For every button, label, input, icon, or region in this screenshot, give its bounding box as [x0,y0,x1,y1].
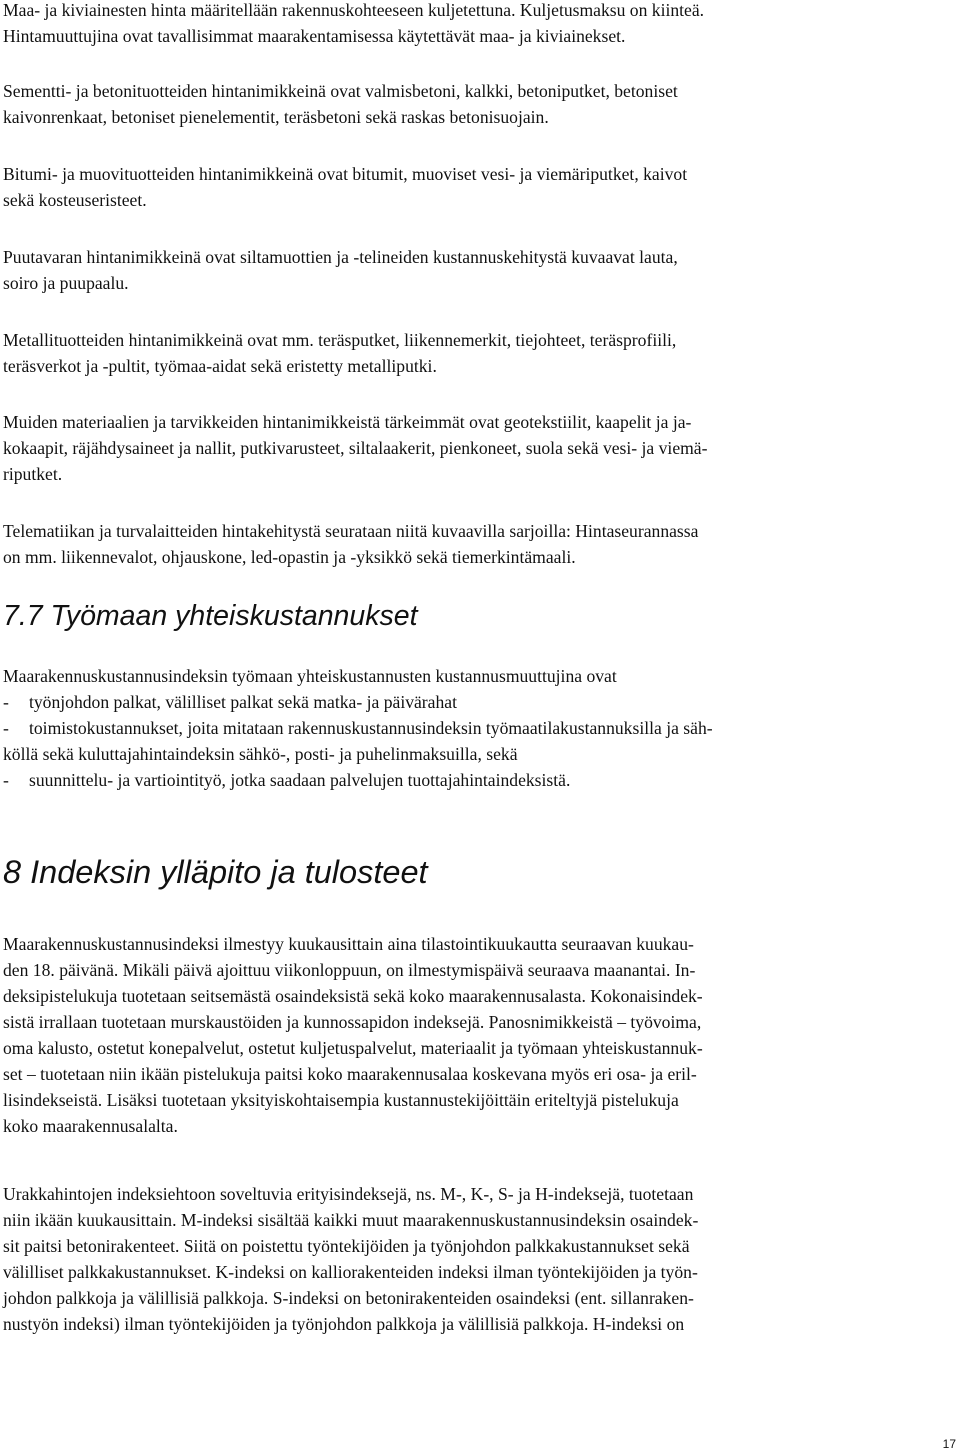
list-dash: - [3,718,9,738]
text-line: niin ikään kuukausittain. M-indeksi sisältää kaikki muut maarakennuskustannusindeksin osaindek- [3,1210,699,1230]
paragraph-muut-materiaalit [3,409,707,487]
text-line: on mm. liikennevalot, ohjauskone, led-opastin ja -yksikkö sekä tiemerkintämaali. [3,547,576,567]
section-heading-8: 8 Indeksin ylläpito ja tulosteet [3,854,428,890]
text-line: Maarakennuskustannusindeksi ilmestyy kuukausittain aina tilastointikuukautta seuraavan kuukau- [3,934,694,954]
text-line: lisindekseistä. Lisäksi tuotetaan yksityiskohtaisempia kustannustekijöittäin eriteltyjä pistelukuja [3,1090,679,1110]
paragraph-sementti-betoni [3,78,678,130]
text-line: deksipistelukuja tuotetaan seitsemästä osaindeksistä sekä koko maarakennusalasta. Kokonaisindek- [3,986,703,1006]
text-line: kaivonrenkaat, betoniset pienelementit, teräsbetoni sekä raskas betonisuojain. [3,107,549,127]
list-item [3,689,713,715]
list-dash: - [3,770,9,790]
list-item [3,715,713,767]
text-line: nustyön indeksi) ilman työntekijöiden ja työnjohdon palkkoja ja välillisiä palkkoja. H-indeksi on [3,1314,685,1334]
section-heading-7-7: 7.7 Työmaan yhteiskustannukset [3,600,418,632]
text-line: sistä irrallaan tuotetaan murskaustöiden ja kunnossapidon indeksejä. Panosnimikkeistä – työvoima, [3,1012,702,1032]
list-item-text: toimistokustannukset, joita mitataan rakennuskustannusindeksin työmaatilakustannuksilla ja säh- [29,718,713,738]
paragraph-urakkahinnat [3,1181,698,1337]
text-line: Muiden materiaalien ja tarvikkeiden hintanimikkeistä tärkeimmät ovat geotekstiilit, kaapelit ja ja- [3,412,692,432]
list-intro: Maarakennuskustannusindeksin työmaan yhteiskustannusten kustannusmuuttujina ovat [3,666,617,686]
text-line: Puutavaran hintanimikkeinä ovat siltamuottien ja -telineiden kustannuskehitystä kuvaavat lauta, [3,247,678,267]
text-line: sit paitsi betonirakenteet. Siitä on poistettu työntekijöiden ja työnjohdon palkkakustannukset sekä [3,1236,690,1256]
text-line: sekä kosteuseristeet. [3,190,147,210]
text-line: Telematiikan ja turvalaitteiden hintakehitystä seurataan niitä kuvaavilla sarjoilla: Hintaseurannassa [3,521,699,541]
text-line: Urakkahintojen indeksiehtoon soveltuvia erityisindeksejä, ns. M-, K-, S- ja H-indeksejä, tuotetaan [3,1184,694,1204]
text-line: koko maarakennusalalta. [3,1116,178,1136]
text-line: johdon palkkoja ja välillisiä palkkoja. S-indeksi on betonirakenteiden osaindeksi (ent. sillanraken- [3,1288,694,1308]
text-line: Sementti- ja betonituotteiden hintanimikkeinä ovat valmisbetoni, kalkki, betoniputket, betoniset [3,81,678,101]
paragraph-puutavara [3,244,678,296]
text-line: riputket. [3,464,63,484]
paragraph-telematiikka [3,518,698,570]
paragraph-metalli [3,327,676,379]
list-dash: - [3,692,9,712]
list-item-text: köllä sekä kuluttajahintaindeksin sähkö-, posti- ja puhelinmaksuilla, sekä [3,744,518,764]
text-line: soiro ja puupaalu. [3,273,129,293]
text-line: kokaapit, räjähdysaineet ja nallit, putkivarusteet, siltalaakerit, pienkoneet, suola sekä vesi- ja viemä- [3,438,708,458]
text-line: Metallituotteiden hintanimikkeinä ovat mm. teräsputket, liikennemerkit, tiejohteet, teräsprofiili, [3,330,677,350]
list-tyomaan-yhteiskustannukset [3,663,713,793]
page-number: 17 [942,1437,956,1451]
text-line: välilliset palkkakustannukset. K-indeksi on kalliorakenteiden indeksi ilman työntekijöiden ja työn- [3,1262,698,1282]
text-line: den 18. päivänä. Mikäli päivä ajoittuu viikonloppuun, on ilmestymispäivä seuraava maanantai. In- [3,960,696,980]
paragraph-bitumi-muovi [3,161,687,213]
text-line: set – tuotetaan niin ikään pistelukuja paitsi koko maarakennusalaa koskevana myös eri osa- ja eril- [3,1064,697,1084]
text-line: oma kalusto, ostetut konepalvelut, ostetut kuljetuspalvelut, materiaalit ja työmaan yhteiskustannuk- [3,1038,703,1058]
paragraph-maa-kiviaines [3,0,704,49]
text-line: Hintamuuttujina ovat tavallisimmat maarakentamisessa käytettävät maa- ja kiviainekset. [3,26,626,46]
text-line: Maa- ja kiviainesten hinta määritellään rakennuskohteeseen kuljetettuna. Kuljetusmaksu on kiinteä. [3,0,705,20]
list-item [3,767,713,793]
list-item-text: suunnittelu- ja vartiointityö, jotka saadaan palvelujen tuottajahintaindeksistä. [29,770,571,790]
text-line: Bitumi- ja muovituotteiden hintanimikkeinä ovat bitumit, muoviset vesi- ja viemäriputket, kaivot [3,164,688,184]
list-item-text: työnjohdon palkat, välilliset palkat sekä matka- ja päivärahat [29,692,457,712]
paragraph-indeksi-ilmestyy [3,931,703,1139]
text-line: teräsverkot ja -pultit, työmaa-aidat sekä eristetty metalliputki. [3,356,437,376]
